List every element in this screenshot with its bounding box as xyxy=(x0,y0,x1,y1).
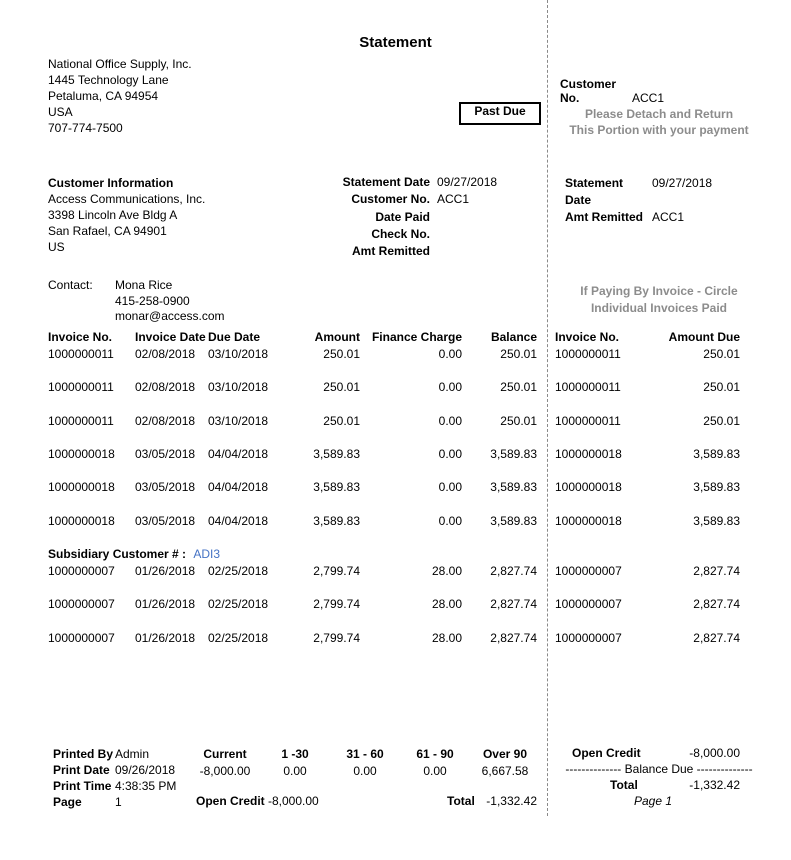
amount: 250.01 xyxy=(323,346,360,361)
invoice-date: 02/08/2018 xyxy=(135,346,196,361)
aging-header-current: Current xyxy=(203,747,247,761)
customer-no-value: ACC1 xyxy=(437,192,470,207)
print-time-label: Print Time xyxy=(53,779,112,793)
finance-charge: 28.00 xyxy=(431,563,462,578)
stub-amount-due: 3,589.83 xyxy=(693,480,740,495)
subsidiary-customer-row xyxy=(48,547,537,564)
aging-value-current: -8,000.00 xyxy=(199,763,251,778)
stub-invoice-no: 1000000007 xyxy=(555,597,622,612)
statement-date-row xyxy=(295,175,497,192)
amount: 250.01 xyxy=(323,380,360,395)
table-row xyxy=(48,447,537,480)
stub-amt-remitted-value: ACC1 xyxy=(652,210,685,224)
contact-email: monar@access.com xyxy=(115,309,225,324)
contact-email-row xyxy=(48,309,225,325)
balance-due-divider: -------------- Balance Due -------------- xyxy=(565,762,753,776)
aging-value-over-90: 6,667.58 xyxy=(481,763,529,778)
stub-invoice-no: 1000000007 xyxy=(555,563,622,578)
stub-amount-due: 2,827.74 xyxy=(693,630,740,645)
table-row xyxy=(48,347,537,380)
aging-value-31-60: 0.00 xyxy=(353,763,377,778)
customer-info-block xyxy=(48,175,205,255)
stub-total-value: -1,332.42 xyxy=(689,778,740,792)
stub-amt-remitted-row xyxy=(565,209,712,226)
amount: 3,589.83 xyxy=(313,446,360,461)
stub-invoice-no: 1000000018 xyxy=(555,446,622,461)
open-credit-label: Open Credit xyxy=(196,794,265,808)
page-title: Statement xyxy=(359,34,432,51)
stub-invoice-no: 1000000011 xyxy=(555,346,621,361)
invoice-date: 02/08/2018 xyxy=(135,413,196,428)
customer-no-row xyxy=(295,192,497,209)
printed-by-value: Admin xyxy=(115,747,150,761)
contact-label: Contact: xyxy=(48,278,93,292)
stub-statement-date-value: 09/27/2018 xyxy=(652,176,713,190)
aging-value-61-90: 0.00 xyxy=(423,763,447,778)
due-date: 02/25/2018 xyxy=(208,563,269,578)
customer-name: Access Communications, Inc. xyxy=(48,192,206,206)
stub-row xyxy=(555,380,740,413)
aging-header-61-90: 61 - 90 xyxy=(416,747,454,761)
due-date: 03/10/2018 xyxy=(208,413,269,428)
company-address-block xyxy=(48,56,192,136)
due-date: 04/04/2018 xyxy=(208,480,269,495)
balance: 2,827.74 xyxy=(490,630,537,645)
printed-by-row xyxy=(53,746,176,762)
print-date-value: 09/26/2018 xyxy=(115,763,176,777)
stub-header-amount-due: Amount Due xyxy=(668,330,740,344)
company-address-line1: 1445 Technology Lane xyxy=(48,73,169,87)
stub-customer-no-label: Customer No. xyxy=(560,77,617,105)
stub-meta-block xyxy=(565,175,712,226)
subsidiary-customer-value: ADI3 xyxy=(193,547,221,562)
stub-invoice-no: 1000000018 xyxy=(555,480,622,495)
finance-charge: 0.00 xyxy=(438,480,462,495)
invoice-date: 03/05/2018 xyxy=(135,446,196,461)
invoice-date: 01/26/2018 xyxy=(135,630,196,645)
amt-remitted-row xyxy=(295,244,497,261)
due-date: 02/25/2018 xyxy=(208,630,269,645)
invoice-no: 1000000018 xyxy=(48,480,115,495)
invoice-no: 1000000011 xyxy=(48,413,114,428)
amount: 3,589.83 xyxy=(313,513,360,528)
printed-by-label: Printed By xyxy=(53,747,114,761)
date-paid-label: Date Paid xyxy=(375,209,430,224)
stub-subsidiary-spacer xyxy=(555,547,740,564)
due-date: 04/04/2018 xyxy=(208,513,269,528)
table-row xyxy=(48,631,537,664)
detach-instructions xyxy=(553,106,765,138)
invoice-no: 1000000007 xyxy=(48,630,115,645)
stub-row xyxy=(555,631,740,664)
finance-charge: 28.00 xyxy=(431,597,462,612)
statement-meta-block xyxy=(295,175,497,261)
aging-header-1-30: 1 -30 xyxy=(281,747,309,761)
stub-customer-no xyxy=(560,77,664,105)
paying-line1: If Paying By Invoice - Circle xyxy=(580,284,738,298)
table-row xyxy=(48,564,537,597)
stub-invoice-no: 1000000011 xyxy=(555,413,621,428)
print-date-label: Print Date xyxy=(53,763,110,777)
stub-amount-due: 3,589.83 xyxy=(693,446,740,461)
stub-invoice-no: 1000000007 xyxy=(555,630,622,645)
customer-address-line2: San Rafael, CA 94901 xyxy=(48,224,167,238)
stub-header-invoice-no: Invoice No. xyxy=(555,330,620,344)
invoice-table-header xyxy=(48,330,537,347)
company-country: USA xyxy=(48,105,73,119)
check-no-label: Check No. xyxy=(371,226,430,241)
stub-total-label: Total xyxy=(610,778,638,792)
invoice-date: 02/08/2018 xyxy=(135,380,196,395)
stub-amount-due: 2,827.74 xyxy=(693,563,740,578)
page-row xyxy=(53,794,176,810)
stub-customer-no-value: ACC1 xyxy=(632,91,665,105)
stub-amount-due: 2,827.74 xyxy=(693,597,740,612)
stub-open-credit-value: -8,000.00 xyxy=(689,746,740,760)
customer-no-label: Customer No. xyxy=(351,192,430,207)
aging-value-1-30: 0.00 xyxy=(283,763,307,778)
invoice-no: 1000000018 xyxy=(48,446,115,461)
amt-remitted-label: Amt Remitted xyxy=(351,244,430,259)
finance-charge: 0.00 xyxy=(438,346,462,361)
invoice-no: 1000000018 xyxy=(48,513,115,528)
stub-amount-due: 3,589.83 xyxy=(693,513,740,528)
contact-name: Mona Rice xyxy=(115,278,173,292)
statement-date-label: Statement Date xyxy=(342,175,430,189)
header-invoice-no: Invoice No. xyxy=(48,330,113,344)
balance: 250.01 xyxy=(500,380,537,395)
balance: 3,589.83 xyxy=(490,480,537,495)
invoice-no: 1000000011 xyxy=(48,346,114,361)
past-due-badge: Past Due xyxy=(459,102,541,125)
due-date: 03/10/2018 xyxy=(208,346,269,361)
invoice-no: 1000000011 xyxy=(48,380,114,395)
invoice-date: 01/26/2018 xyxy=(135,597,196,612)
page-label: Page xyxy=(53,795,82,809)
print-info-block xyxy=(53,746,176,810)
company-phone: 707-774-7500 xyxy=(48,121,123,135)
balance: 3,589.83 xyxy=(490,446,537,461)
stub-table-header xyxy=(555,330,740,347)
contact-phone-row xyxy=(48,294,225,310)
amount: 2,799.74 xyxy=(313,630,360,645)
stub-row xyxy=(555,447,740,480)
table-row xyxy=(48,380,537,413)
table-row xyxy=(48,414,537,447)
customer-address-line1: 3398 Lincoln Ave Bldg A xyxy=(48,208,178,222)
amount: 3,589.83 xyxy=(313,480,360,495)
total-value: -1,332.42 xyxy=(486,794,537,808)
due-date: 02/25/2018 xyxy=(208,597,269,612)
header-invoice-date: Invoice Date xyxy=(135,330,206,344)
customer-info-heading: Customer Information xyxy=(48,176,174,190)
due-date: 03/10/2018 xyxy=(208,380,269,395)
stub-invoice-table xyxy=(555,330,740,664)
balance: 2,827.74 xyxy=(490,597,537,612)
header-amount: Amount xyxy=(314,330,360,344)
balance: 250.01 xyxy=(500,413,537,428)
aging-header-over-90: Over 90 xyxy=(482,747,528,761)
finance-charge: 0.00 xyxy=(438,413,462,428)
stub-row xyxy=(555,480,740,513)
print-date-row xyxy=(53,762,176,778)
stub-row xyxy=(555,414,740,447)
stub-invoice-no: 1000000011 xyxy=(555,380,621,395)
table-row xyxy=(48,514,537,547)
invoice-date: 03/05/2018 xyxy=(135,480,196,495)
due-date: 04/04/2018 xyxy=(208,446,269,461)
subsidiary-customer-label: Subsidiary Customer # : xyxy=(48,547,187,562)
stub-amt-remitted-label: Amt Remitted xyxy=(565,210,644,224)
amount: 2,799.74 xyxy=(313,563,360,578)
stub-row xyxy=(555,514,740,547)
paying-instructions xyxy=(553,283,765,316)
page-value: 1 xyxy=(115,795,122,809)
balance: 250.01 xyxy=(500,346,537,361)
print-time-row xyxy=(53,778,176,794)
stub-row xyxy=(555,564,740,597)
invoice-date: 01/26/2018 xyxy=(135,563,196,578)
company-address-line2: Petaluma, CA 94954 xyxy=(48,89,159,103)
aging-header-31-60: 31 - 60 xyxy=(346,747,384,761)
company-name: National Office Supply, Inc. xyxy=(48,57,192,71)
detach-line2: This Portion with your payment xyxy=(569,123,749,137)
total-label: Total xyxy=(447,794,475,808)
header-due-date: Due Date xyxy=(208,330,261,344)
customer-country: US xyxy=(48,240,65,254)
header-balance: Balance xyxy=(490,330,537,344)
stub-open-credit-label: Open Credit xyxy=(572,746,641,760)
aging-summary xyxy=(190,747,540,778)
header-finance-charge: Finance Charge xyxy=(371,330,462,344)
stub-row xyxy=(555,347,740,380)
finance-charge: 28.00 xyxy=(431,630,462,645)
statement-date-value: 09/27/2018 xyxy=(437,175,498,189)
stub-invoice-no: 1000000018 xyxy=(555,513,622,528)
finance-charge: 0.00 xyxy=(438,513,462,528)
print-time-value: 4:38:35 PM xyxy=(115,779,177,793)
contact-phone: 415-258-0900 xyxy=(115,293,190,308)
table-row xyxy=(48,480,537,513)
open-credit-value: -8,000.00 xyxy=(268,794,319,808)
table-row xyxy=(48,597,537,630)
invoice-date: 03/05/2018 xyxy=(135,513,196,528)
finance-charge: 0.00 xyxy=(438,380,462,395)
stub-page-number: Page 1 xyxy=(633,794,673,808)
finance-charge: 0.00 xyxy=(438,446,462,461)
amount: 250.01 xyxy=(323,413,360,428)
detach-line1: Please Detach and Return xyxy=(584,107,734,121)
paying-line2: Individual Invoices Paid xyxy=(590,300,728,315)
amount: 2,799.74 xyxy=(313,597,360,612)
stub-statement-date-label: Statement Date xyxy=(565,176,624,207)
stub-amount-due: 250.01 xyxy=(703,346,740,361)
date-paid-row xyxy=(295,210,497,227)
contact-name-row xyxy=(48,278,225,294)
invoice-no: 1000000007 xyxy=(48,597,115,612)
invoice-table xyxy=(48,330,537,664)
perforation-dashed-line xyxy=(547,0,548,816)
balance: 2,827.74 xyxy=(490,563,537,578)
stub-amount-due: 250.01 xyxy=(703,380,740,395)
stub-statement-date-row xyxy=(565,175,712,209)
invoice-no: 1000000007 xyxy=(48,563,115,578)
check-no-row xyxy=(295,227,497,244)
balance: 3,589.83 xyxy=(490,513,537,528)
stub-row xyxy=(555,597,740,630)
contact-block xyxy=(48,278,225,325)
stub-amount-due: 250.01 xyxy=(703,413,740,428)
